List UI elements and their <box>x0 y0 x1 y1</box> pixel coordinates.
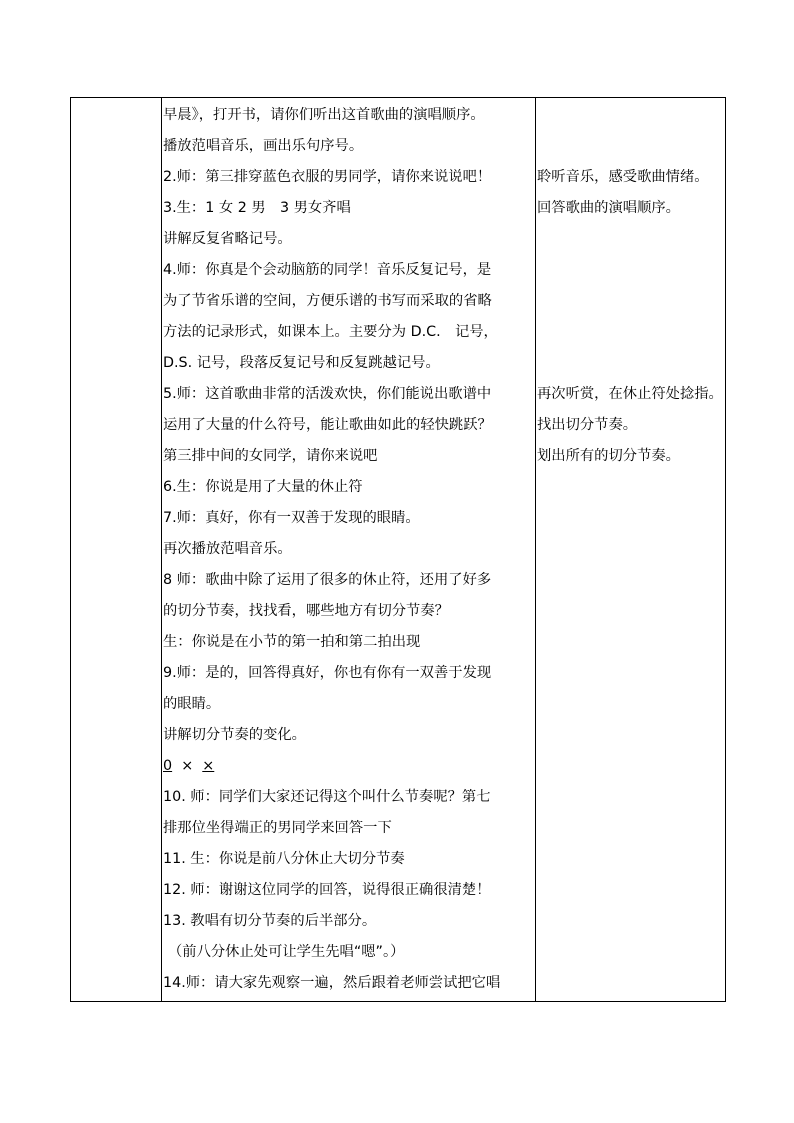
teacher-line: 运用了大量的什么符号，能让歌曲如此的轻快跳跃？ <box>163 417 492 433</box>
teacher-line: 为了节省乐谱的空间，方便乐谱的书写而采取的省略 <box>163 293 492 309</box>
teacher-line: 14.师：请大家先观察一遍，然后跟着老师尝试把它唱 <box>163 975 501 991</box>
teacher-line: 生：你说是在小节的第一拍和第二拍出现 <box>163 634 421 650</box>
teacher-line: 再次播放范唱音乐。 <box>163 541 292 557</box>
teacher-line: 5.师：这首歌曲非常的活泼欢快，你们能说出歌谱中 <box>163 386 492 402</box>
teacher-line: 的眼睛。 <box>163 696 221 712</box>
rhythm-note: × <box>181 758 194 774</box>
student-line: 再次听赏，在休止符处捻指。 <box>537 386 723 402</box>
student-activity-cell <box>536 98 726 1002</box>
teacher-activity-cell <box>162 98 536 1002</box>
teacher-line: （前八分休止处可让学生先唱“嗯”。） <box>168 944 405 960</box>
teacher-line: 11. 生：你说是前八分休止大切分节奏 <box>163 851 405 867</box>
teacher-line: 第三排中间的女同学，请你来说吧 <box>163 448 378 464</box>
teacher-line: D.S. 记号，段落反复记号和反复跳越记号。 <box>163 355 440 371</box>
blank-left-cell <box>71 98 162 1002</box>
teacher-line: 方法的记录形式，如课本上。主要分为 D.C. 记号， <box>163 324 498 340</box>
student-line: 聆听音乐，感受歌曲情绪。 <box>537 169 709 185</box>
teacher-line: 3.生：1 女 2 男 3 男女齐唱 <box>163 200 351 216</box>
teacher-line: 8 师：歌曲中除了运用了很多的休止符，还用了好多 <box>163 572 492 588</box>
rhythm-note-underlined: × <box>202 758 215 774</box>
teacher-line: 10. 师：同学们大家还记得这个叫什么节奏呢？第七 <box>163 789 491 805</box>
teacher-line: 13. 教唱有切分节奏的后半部分。 <box>163 913 377 929</box>
teacher-line: 早晨》，打开书，请你们听出这首歌曲的演唱顺序。 <box>163 107 485 123</box>
teacher-line: 讲解切分节奏的变化。 <box>163 727 306 743</box>
teacher-line: 9.师：是的，回答得真好，你也有你有一双善于发现 <box>163 665 492 681</box>
teacher-line: 的切分节奏，找找看，哪些地方有切分节奏？ <box>163 603 449 619</box>
teacher-line: 讲解反复省略记号。 <box>163 231 292 247</box>
student-line: 划出所有的切分节奏。 <box>537 448 680 464</box>
student-line: 找出切分节奏。 <box>537 417 638 433</box>
teacher-line: 2.师：第三排穿蓝色衣服的男同学，请你来说说吧！ <box>163 169 492 185</box>
teacher-line: 12. 师：谢谢这位同学的回答，说得很正确很清楚！ <box>163 882 491 898</box>
table-row <box>71 98 726 1002</box>
rhythm-rest: 0 <box>163 758 173 774</box>
teacher-line: 播放范唱音乐，画出乐句序号。 <box>163 138 364 154</box>
teacher-line: 6.生：你说是用了大量的休止符 <box>163 479 363 495</box>
teacher-line: 排那位坐得端正的男同学来回答一下 <box>163 820 392 836</box>
lesson-plan-table <box>70 97 726 1002</box>
teacher-line: 7.师：真好，你有一双善于发现的眼睛。 <box>163 510 420 526</box>
student-line: 回答歌曲的演唱顺序。 <box>537 200 680 216</box>
teacher-line: 4.师：你真是个会动脑筋的同学！音乐反复记号，是 <box>163 262 492 278</box>
rhythm-notation <box>162 751 535 782</box>
